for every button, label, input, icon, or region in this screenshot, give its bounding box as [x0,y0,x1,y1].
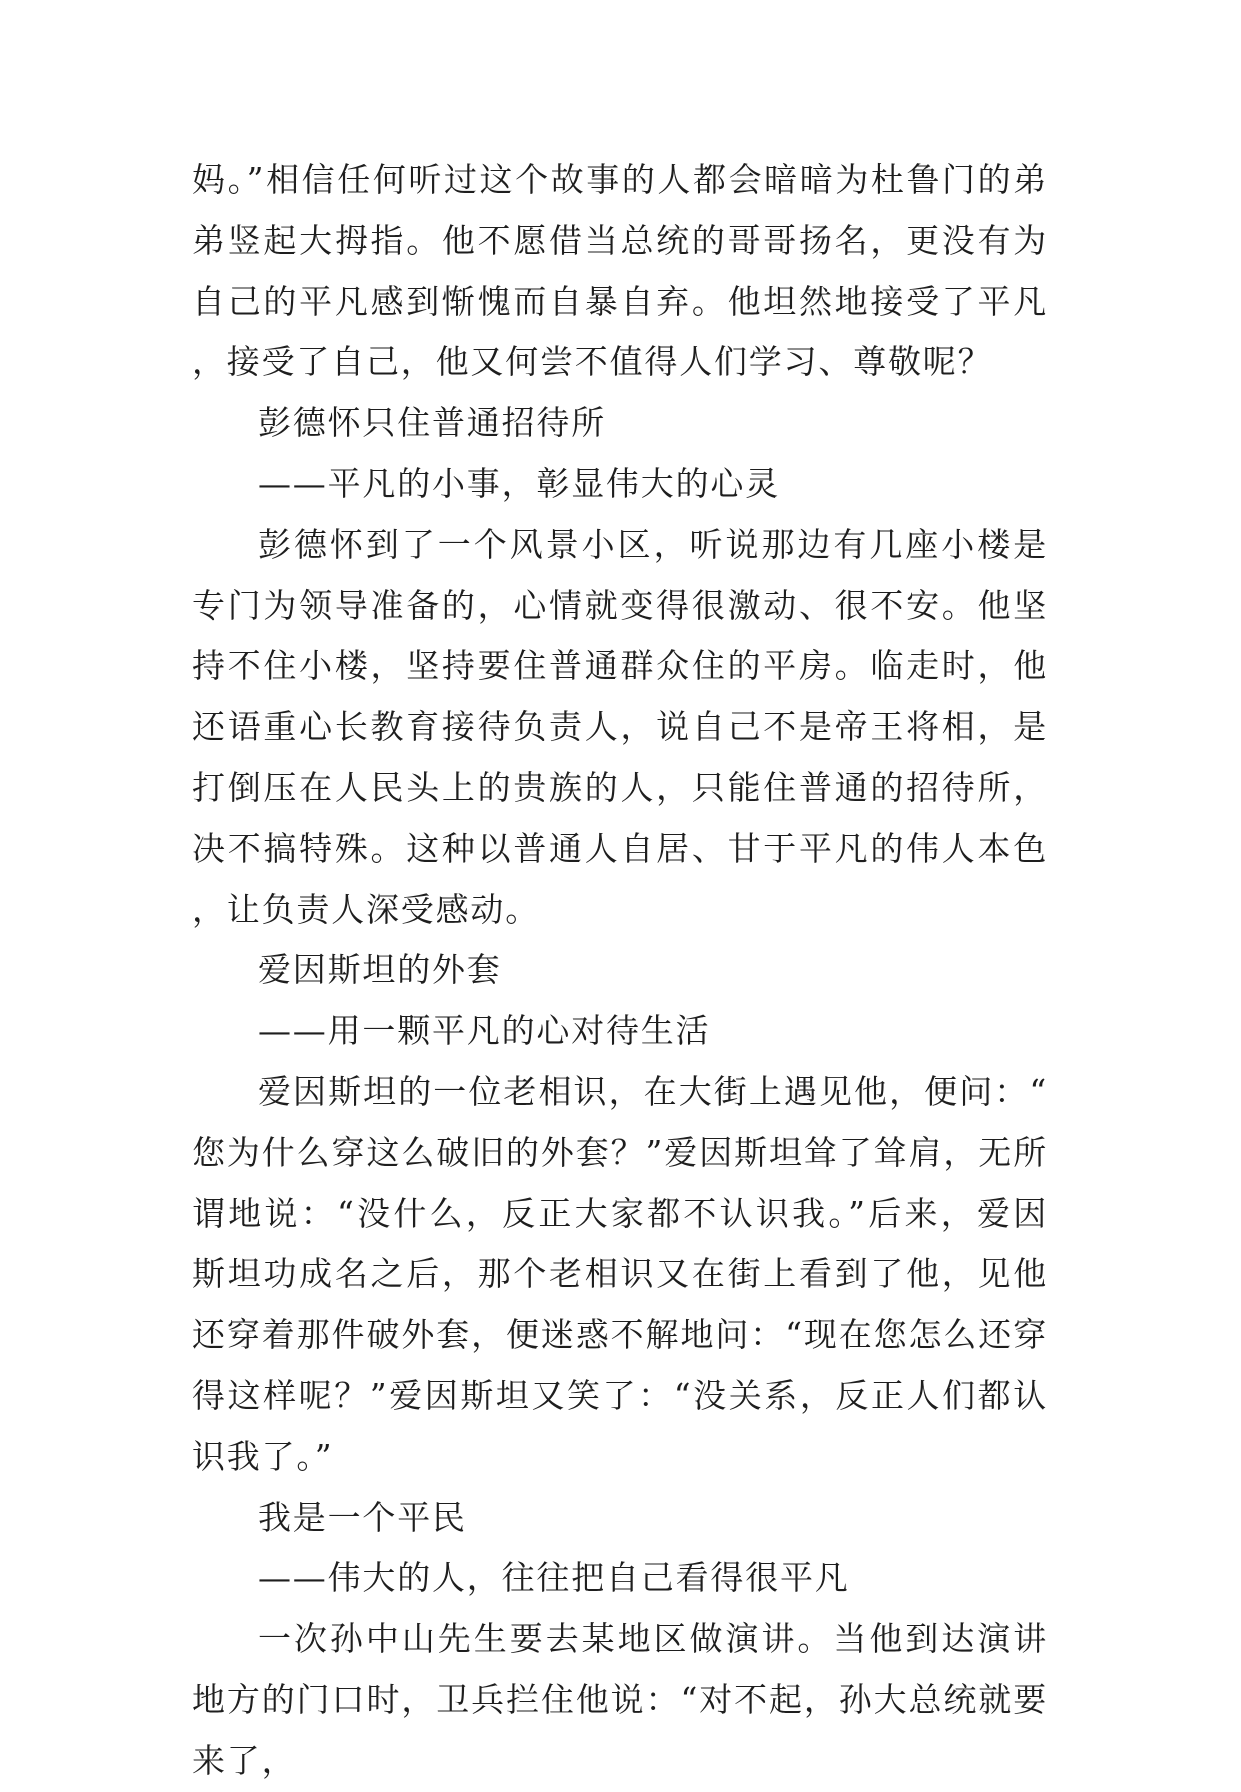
paragraph-truman-brother: 妈。”相信任何听过这个故事的人都会暗暗为杜鲁门的弟弟竖起大拇指。他不愿借当总统的哥哥扬名，更没有为自己的平凡感到惭愧而自暴自弃。他坦然地接受了平凡，接受了自己，他又何尝不值得人们学习、尊敬呢？ [192,160,1048,382]
section-subheading-civilian: ——伟大的人，往往把自己看得很平凡 [258,1558,850,1598]
paragraph-peng-dehuai: 彭德怀到了一个风景小区，听说那边有几座小楼是专门为领导准备的，心情就变得很激动、很不安。他坚持不住小楼，坚持要住普通群众住的平房。临走时，他还语重心长教育接待负责人，说自己不是帝王将相，是打倒压在人民头上的贵族的人，只能住普通的招待所，决不搞特殊。这种以普通人自居、甘于平凡的伟人本色，让负责人深受感动。 [192,524,1048,929]
document-body [192,150,1048,1792]
section-heading-einstein: 爱因斯坦的外套 [258,950,502,990]
paragraph-sun-yatsen: 一次孙中山先生要去某地区做演讲。当他到达演讲地方的门口时，卫兵拦住他说：“对不起，孙大总统就要来了， [192,1619,1048,1780]
section-subheading-einstein: ——用一颗平凡的心对待生活 [258,1011,711,1051]
section-heading-peng-dehuai: 彭德怀只住普通招待所 [258,403,606,443]
paragraph-einstein: 爱因斯坦的一位老相识，在大街上遇见他，便问：“您为什么穿这么破旧的外套？”爱因斯坦耸了耸肩，无所谓地说：“没什么，反正大家都不认识我。”后来，爱因斯坦功成名之后，那个老相识又在街上看到了他，见他还穿着那件破外套，便迷惑不解地问：“现在您怎么还穿得这样呢？”爱因斯坦又笑了：“没关系，反正人们都认识我了。” [192,1071,1048,1476]
section-subheading-peng-dehuai: ——平凡的小事，彰显伟大的心灵 [258,463,780,503]
section-heading-civilian: 我是一个平民 [258,1497,467,1537]
